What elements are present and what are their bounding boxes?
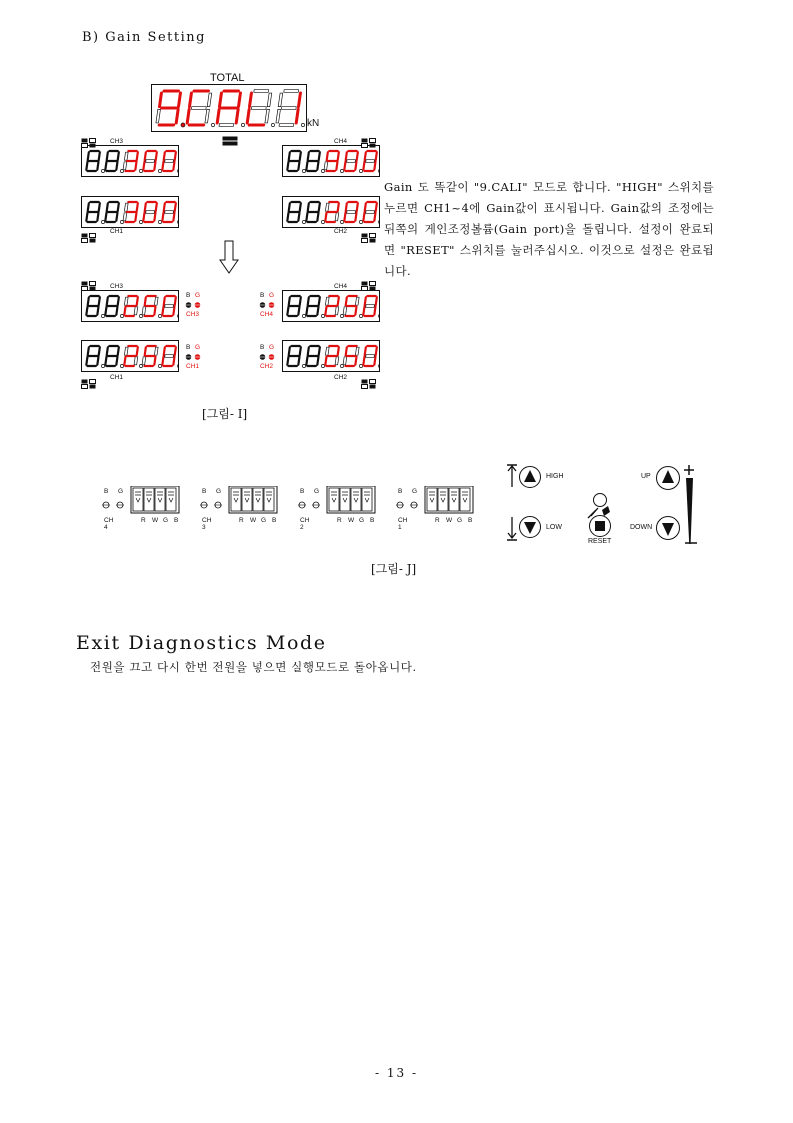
digit bbox=[287, 296, 305, 318]
ch3-status-icon bbox=[81, 276, 97, 295]
digit bbox=[123, 202, 143, 224]
digit bbox=[324, 151, 344, 173]
ch3-label-b: CH3 bbox=[110, 283, 124, 290]
led-pair-icon bbox=[259, 352, 279, 362]
digit bbox=[143, 151, 161, 173]
led-b-label: B bbox=[260, 292, 265, 299]
figure-j-caption: [그림- J] bbox=[371, 562, 417, 576]
ch2-display bbox=[282, 196, 380, 228]
page-number: - 13 - bbox=[374, 1066, 418, 1080]
figure-rear-panel: B G CH 4 R W G B B G CH 3 R W G B B G CH 2 R W G B B G CH 1 R W G B HIGH LOW RESET UP DOWN [그림- J] bbox=[0, 440, 793, 580]
low-indicator-icon bbox=[505, 516, 519, 542]
ch3-label: CH3 bbox=[110, 138, 124, 145]
led-ch-label: CH3 bbox=[186, 311, 200, 318]
gain-paragraph: Gain 도 똑같이 "9.CALI" 모드로 합니다. "HIGH" 스위치를 누르면 CH1~4에 Gain값이 표시됩니다. Gain값의 조정에는 뒤쪽의 게인조정볼륨(Gain port)을 돌립니다. 설정이 완료되면 "RESET" 스위치를 눌러주십시오. 이것으로 설정은 완료됩니다. bbox=[384, 180, 714, 278]
arrow-down-icon bbox=[219, 240, 239, 274]
ch2-status-icon bbox=[361, 374, 377, 393]
ch1-status-icon bbox=[81, 374, 97, 393]
up-triangle-icon bbox=[657, 467, 679, 489]
led-b-label: B bbox=[186, 292, 191, 299]
digit bbox=[344, 202, 362, 224]
ch4-label: CH4 bbox=[334, 138, 348, 145]
digit bbox=[287, 151, 305, 173]
digit bbox=[162, 346, 178, 368]
led-b-label: B bbox=[186, 344, 191, 351]
digit bbox=[105, 346, 123, 368]
ch4-status-icon bbox=[361, 276, 377, 295]
digit bbox=[324, 346, 344, 368]
digit bbox=[123, 346, 143, 368]
figure-i-caption: [그림- I] bbox=[202, 407, 248, 421]
digit bbox=[363, 346, 379, 368]
ch1-display bbox=[81, 196, 179, 228]
ch1-label: CH1 bbox=[110, 228, 124, 235]
unit-label: kN bbox=[307, 118, 320, 129]
ch2-label-b: CH2 bbox=[334, 374, 348, 381]
stop-square-icon bbox=[590, 516, 610, 536]
ch2-label: CH2 bbox=[334, 228, 348, 235]
ch4-status-icon bbox=[361, 133, 377, 152]
led-g-label: G bbox=[195, 344, 201, 351]
ch2-status-icon bbox=[361, 228, 377, 247]
digit bbox=[306, 202, 324, 224]
low-label: LOW bbox=[546, 524, 562, 531]
digit bbox=[86, 296, 104, 318]
down-triangle-icon bbox=[657, 517, 679, 539]
ch1-status-icon bbox=[81, 228, 97, 247]
digit bbox=[247, 90, 275, 127]
digit bbox=[363, 296, 379, 318]
led-ch-label: CH4 bbox=[260, 311, 274, 318]
digit bbox=[105, 202, 123, 224]
down-label: DOWN bbox=[630, 524, 653, 531]
high-button[interactable] bbox=[519, 466, 541, 488]
digit bbox=[123, 296, 143, 318]
section-title: B) Gain Setting bbox=[82, 30, 206, 45]
digit bbox=[162, 151, 178, 173]
digit bbox=[217, 91, 245, 127]
reset-button[interactable] bbox=[589, 515, 611, 537]
led-b-label: B bbox=[260, 344, 265, 351]
digit bbox=[306, 346, 324, 368]
high-indicator-icon bbox=[505, 464, 519, 488]
reset-label: RESET bbox=[588, 538, 612, 545]
exit-heading: Exit Diagnostics Mode bbox=[76, 632, 327, 654]
digit bbox=[363, 151, 379, 173]
led-ch-label: CH2 bbox=[260, 363, 274, 370]
led-g-label: G bbox=[269, 292, 275, 299]
ch1-gain-display bbox=[81, 340, 179, 372]
total-label: TOTAL bbox=[210, 72, 245, 84]
digit bbox=[142, 296, 162, 318]
digit bbox=[86, 346, 104, 368]
digit bbox=[143, 202, 161, 224]
digit bbox=[275, 90, 304, 127]
ch1-label-b: CH1 bbox=[110, 374, 124, 381]
low-button[interactable] bbox=[519, 516, 541, 538]
down-triangle-icon bbox=[520, 517, 540, 537]
digit bbox=[142, 346, 162, 368]
digit bbox=[287, 346, 305, 368]
digit bbox=[162, 296, 178, 318]
digit bbox=[306, 296, 324, 318]
digit bbox=[187, 91, 215, 127]
digit bbox=[343, 296, 363, 318]
digit bbox=[156, 91, 185, 127]
level-wedge-icon bbox=[678, 464, 700, 544]
digit bbox=[86, 202, 104, 224]
digit bbox=[86, 151, 104, 173]
led-pair-icon bbox=[185, 300, 205, 310]
high-label: HIGH bbox=[546, 473, 564, 480]
up-button[interactable] bbox=[656, 466, 680, 490]
digit bbox=[287, 202, 305, 224]
digit bbox=[105, 296, 123, 318]
led-pair-icon bbox=[185, 352, 205, 362]
ch2-gain-display bbox=[282, 340, 380, 372]
digit bbox=[324, 296, 344, 318]
down-button[interactable] bbox=[656, 516, 680, 540]
digit bbox=[344, 151, 362, 173]
led-g-label: G bbox=[269, 344, 275, 351]
digit bbox=[105, 151, 123, 173]
led-ch-label: CH1 bbox=[186, 363, 200, 370]
digit bbox=[343, 346, 363, 368]
digit bbox=[306, 151, 324, 173]
up-label: UP bbox=[641, 473, 651, 480]
total-display bbox=[151, 84, 307, 132]
led-pair-icon bbox=[259, 300, 279, 310]
ch4-label-b: CH4 bbox=[334, 283, 348, 290]
digit bbox=[162, 202, 178, 224]
led-g-label: G bbox=[195, 292, 201, 299]
total-status-icon bbox=[222, 131, 238, 150]
minus-icon bbox=[684, 540, 698, 546]
exit-text: 전원을 끄고 다시 한번 전원을 넣으면 실행모드로 돌아옵니다. bbox=[90, 660, 417, 674]
up-triangle-icon bbox=[520, 467, 540, 487]
ch3-status-icon bbox=[81, 133, 97, 152]
digit bbox=[123, 151, 143, 173]
digit bbox=[363, 202, 379, 224]
digit bbox=[324, 202, 344, 224]
